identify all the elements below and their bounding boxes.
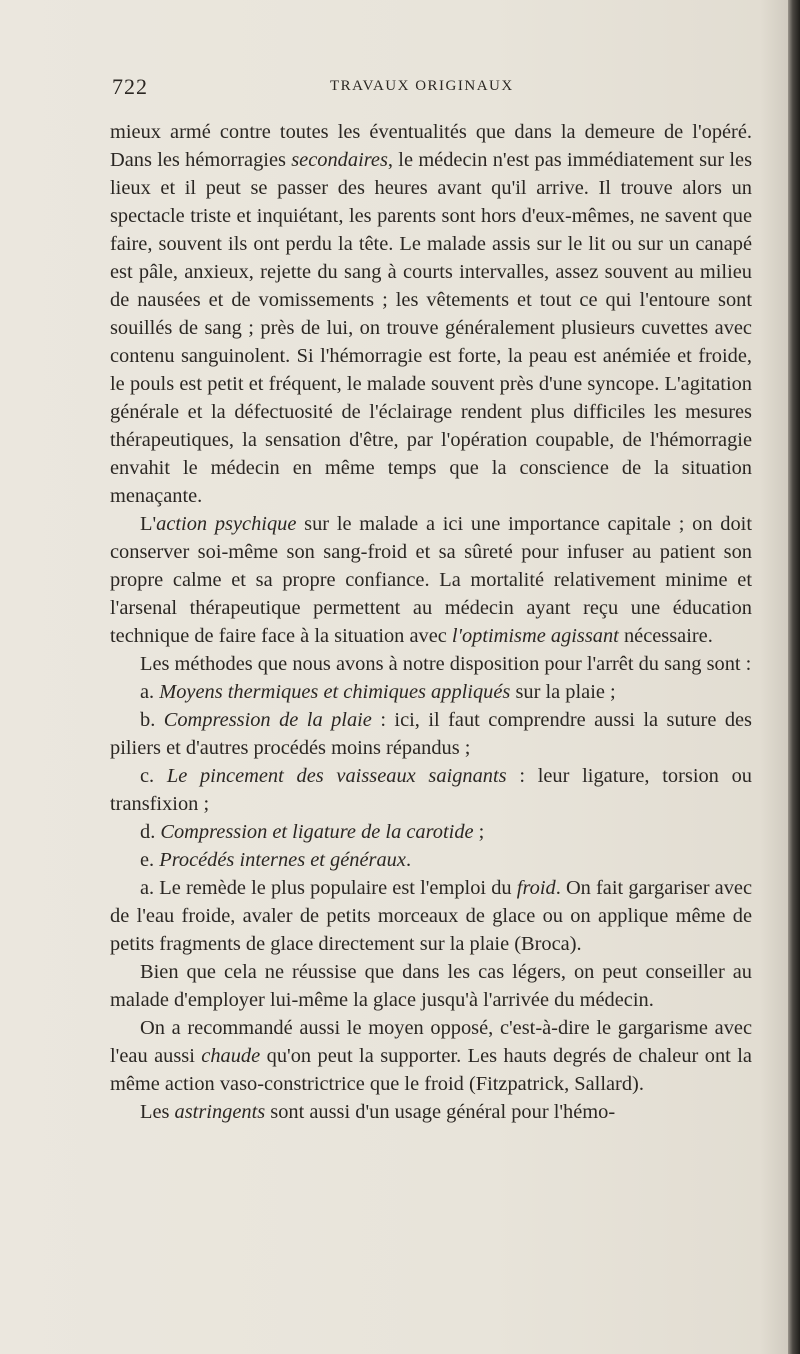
text-run: sur la plaie ; <box>510 681 616 703</box>
text-run: sont aussi d'un usage général pour l'hémo- <box>265 1101 616 1123</box>
text-run: sur le malade a ici une importance capitale ; on doit conserver soi-même son sang-froid et sa sûreté pour infuser au patient son propre calme et sa propre confiance. La mortalité relativement minime et l'arsenal thérapeutique permettent au médecin ayant reçu une éducation technique de faire face à la situation avec <box>110 513 752 647</box>
page-edge-shadow <box>788 0 800 1354</box>
paragraph-4 <box>110 874 752 958</box>
italic-term: Compression et ligature de la carotide <box>160 821 474 843</box>
italic-term: astringents <box>174 1101 266 1123</box>
italic-term: l'optimisme agissant <box>451 625 619 647</box>
list-item-c <box>110 762 752 818</box>
text-run: L' <box>140 513 157 535</box>
list-marker: a. <box>140 681 160 703</box>
italic-term: Compression de la plaie <box>163 709 372 731</box>
text-run: : leur ligature, torsion ou transfixion ; <box>110 765 752 815</box>
text-run: : ici, il faut comprendre aussi la suture des piliers et d'autres procédés moins répandus ; <box>110 709 752 759</box>
list-marker: d. <box>140 821 161 843</box>
italic-term: action psychique <box>156 513 297 535</box>
italic-term: Procédés internes et généraux <box>159 849 406 871</box>
italic-term: Le pincement des vaisseaux saignants <box>166 765 507 787</box>
text-run: . On fait gargariser avec de l'eau froide, avaler de petits morceaux de glace ou on applique même de petits fragments de glace directement sur la plaie (Broca). <box>110 877 752 955</box>
paragraph-7 <box>110 1098 752 1126</box>
italic-term: Moyens thermiques et chimiques appliqués <box>159 681 511 703</box>
text-run: ; <box>473 821 485 843</box>
page-header <box>112 74 752 102</box>
list-marker: b. <box>140 709 164 731</box>
paragraph-1 <box>110 118 752 510</box>
text-run: Les <box>140 1101 175 1123</box>
list-item-d <box>110 818 752 846</box>
italic-term: chaude <box>201 1045 261 1067</box>
italic-term: secondaires <box>291 149 388 171</box>
paragraph-6 <box>110 1014 752 1098</box>
text-run: On a recommandé aussi le moyen opposé, c'est-à-dire le gargarisme avec l'eau aussi <box>110 1017 752 1067</box>
italic-term: froid <box>516 877 556 899</box>
list-item-a <box>110 678 752 706</box>
text-run: , le médecin n'est pas immédiatement sur les lieux et il peut se passer des heures avant qu'il arrive. Il trouve alors un spectacle triste et inquiétant, les parents sont hors d'eux-mêmes, ne savent que faire, souvent ils ont perdu la tête. Le malade assis sur le lit ou sur un canapé est pâle, anxieux, rejette du sang à courts intervalles, assez souvent au milieu de nausées et de vomissements ; les vêtements et tout ce qui l'entoure sont souillés de sang ; près de lui, on trouve généralement plusieurs cuvettes avec contenu sanguinolent. Si l'hémorragie est forte, la peau est anémiée et froide, le pouls est petit et fréquent, le malade souvent près d'une syncope. L'agitation générale et la défectuosité de l'éclairage rendent plus difficiles les mesures thérapeutiques, la sensation d'être, par l'opération coupable, de l'hémorragie envahit le médecin en même temps que la conscience de la situation menaçante. <box>110 149 752 507</box>
paragraph-2 <box>110 510 752 650</box>
paragraph-5 <box>110 958 752 1014</box>
text-run: Bien que cela ne réussise que dans les cas légers, on peut conseiller au malade d'employer lui-même la glace jusqu'à l'arrivée du médecin. <box>110 961 752 1011</box>
text-run: Les méthodes que nous avons à notre disposition pour l'arrêt du sang sont : <box>140 653 752 675</box>
list-marker: c. <box>140 765 167 787</box>
paragraph-3 <box>110 650 752 678</box>
text-run: . <box>405 849 412 871</box>
text-run: qu'on peut la supporter. Les hauts degrés de chaleur ont la même action vaso-constrictrice que le froid (Fitzpatrick, Sallard). <box>110 1045 752 1095</box>
text-run: a. Le remède le plus populaire est l'emploi du <box>140 877 517 899</box>
list-marker: e. <box>140 849 160 871</box>
running-head: TRAVAUX ORIGINAUX <box>330 78 514 94</box>
text-run: mieux armé contre toutes les éventualités que dans la demeure de l'opéré. Dans les hémorragies <box>110 121 752 171</box>
text-run: nécessaire. <box>618 625 713 647</box>
list-item-b <box>110 706 752 762</box>
body-text <box>110 118 752 1126</box>
page-number: 722 <box>112 74 148 99</box>
list-item-e <box>110 846 752 874</box>
